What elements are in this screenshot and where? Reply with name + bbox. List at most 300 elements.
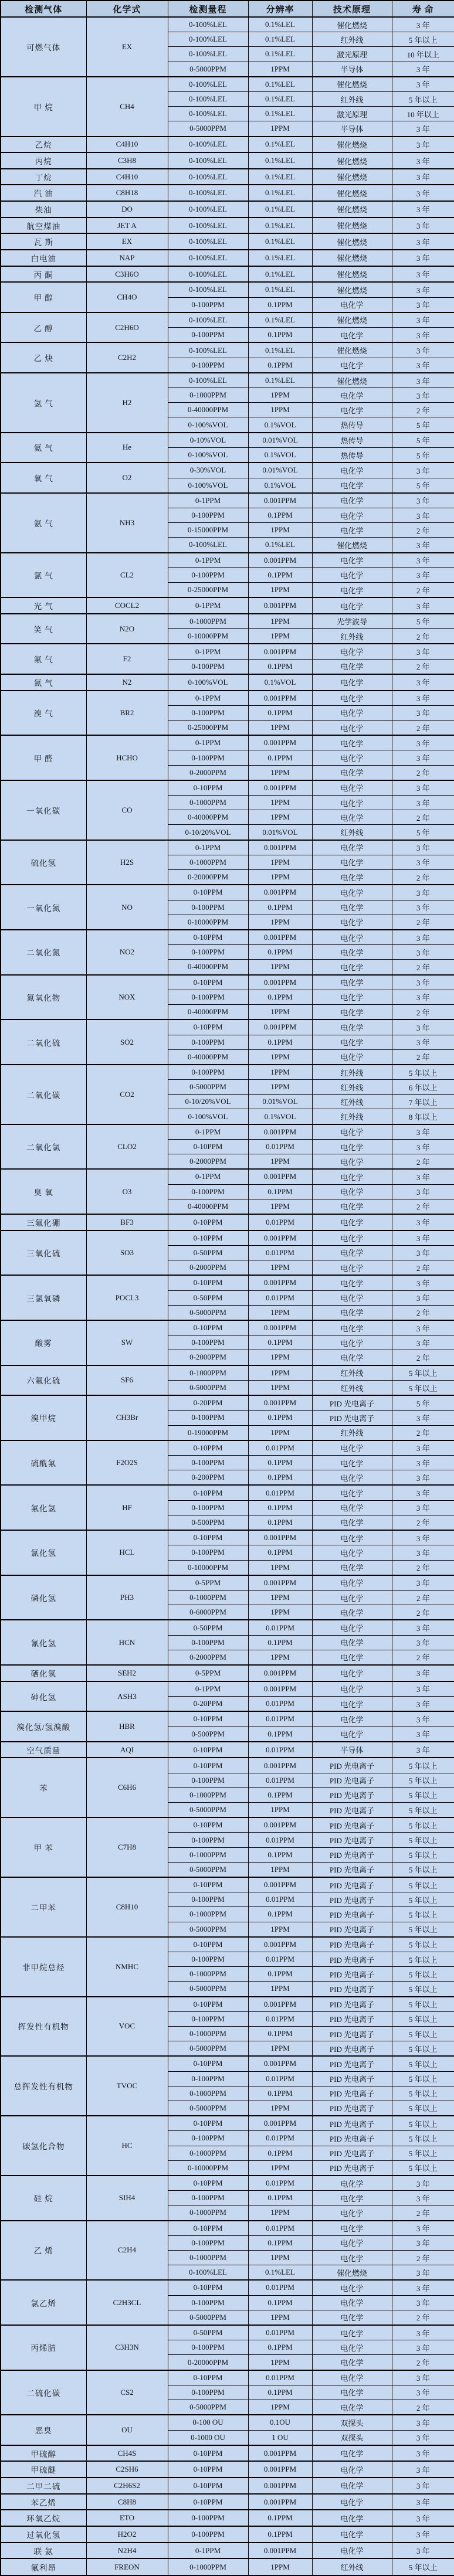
- principle-cell: PID 光电离子: [312, 1907, 392, 1922]
- range-cell: 0-100PPM: [168, 1892, 248, 1907]
- range-cell: 0-1PPM: [168, 840, 248, 855]
- column-header-gas: 检测气体: [1, 1, 86, 17]
- resolution-cell: 0.01PPM: [248, 2280, 312, 2295]
- table-row: [1, 1395, 454, 1411]
- principle-cell: 电化学: [312, 2355, 392, 2370]
- lifespan-cell: 10 年以上: [392, 107, 454, 121]
- resolution-cell: 0.1%VOL: [248, 478, 312, 493]
- range-cell: 0-100%LEL: [168, 32, 248, 47]
- principle-cell: 电化学: [312, 2385, 392, 2400]
- range-cell: 0-50PPM: [168, 1290, 248, 1305]
- gas-name-cell: 甲硫醇: [1, 2445, 86, 2462]
- principle-cell: 电化学: [312, 1635, 392, 1650]
- lifespan-cell: 3 年: [392, 538, 454, 553]
- range-cell: 0-500PPM: [168, 1727, 248, 1742]
- range-cell: 0-10PPM: [168, 930, 248, 945]
- gas-name-cell: 过氧化氢: [1, 2526, 86, 2543]
- range-cell: 0-1000PPM: [168, 614, 248, 629]
- range-cell: 0-10PPM: [168, 2221, 248, 2236]
- gas-name-cell: 二氧化硫: [1, 1019, 86, 1065]
- resolution-cell: 1PPM: [248, 1154, 312, 1170]
- principle-cell: 电化学: [312, 1485, 392, 1500]
- table-row: [1, 1681, 454, 1697]
- range-cell: 0-1000PPM: [168, 796, 248, 810]
- range-cell: 0-100PPM: [168, 1411, 248, 1425]
- formula-cell: C3H3N: [86, 2325, 168, 2370]
- range-cell: 0-1000PPM: [168, 2250, 248, 2265]
- range-cell: 0-5000PPM: [168, 2310, 248, 2325]
- range-cell: 0-10PPM: [168, 2461, 248, 2478]
- principle-cell: 电化学: [312, 403, 392, 417]
- principle-cell: 电化学: [312, 1515, 392, 1530]
- range-cell: 0-25000PPM: [168, 582, 248, 597]
- table-row: [1, 1575, 454, 1591]
- table-row: [1, 1620, 454, 1635]
- table-row: [1, 644, 454, 659]
- table-row: [1, 614, 454, 629]
- resolution-cell: 0.1PPM: [248, 1184, 312, 1199]
- gas-name-cell: 瓦 斯: [1, 233, 86, 250]
- range-cell: 0-100PPM: [168, 2131, 248, 2146]
- resolution-cell: 0.001PPM: [248, 840, 312, 855]
- lifespan-cell: 2 年: [392, 1515, 454, 1530]
- range-cell: 0-5000PPM: [168, 1380, 248, 1395]
- lifespan-cell: 5 年以上: [392, 1937, 454, 1952]
- principle-cell: 半导体: [312, 62, 392, 77]
- gas-name-cell: 氯乙烯: [1, 2280, 86, 2325]
- principle-cell: PID 光电离子: [312, 1395, 392, 1411]
- gas-name-cell: 二甲二硫: [1, 2478, 86, 2494]
- lifespan-cell: 3 年: [392, 855, 454, 869]
- lifespan-cell: 3 年: [392, 1320, 454, 1335]
- lifespan-cell: 6 年以上: [392, 1080, 454, 1095]
- principle-cell: 电化学: [312, 1711, 392, 1727]
- resolution-cell: 0.1OU: [248, 2415, 312, 2430]
- principle-cell: PID 光电离子: [312, 1817, 392, 1833]
- lifespan-cell: 3 年: [392, 77, 454, 92]
- resolution-cell: 1PPM: [248, 1049, 312, 1065]
- range-cell: 0-20PPM: [168, 1395, 248, 1411]
- gas-name-cell: 二甲苯: [1, 1877, 86, 1937]
- lifespan-cell: 2 年: [392, 629, 454, 644]
- range-cell: 0-100%LEL: [168, 282, 248, 297]
- gas-name-cell: 非甲烷总烃: [1, 1937, 86, 1997]
- gas-name-cell: 甲 醇: [1, 282, 86, 312]
- range-cell: 0-1000PPM: [168, 2146, 248, 2160]
- gas-name-cell: 苯乙烯: [1, 2494, 86, 2510]
- table-row: [1, 975, 454, 990]
- range-cell: 0-10PPM: [168, 1742, 248, 1758]
- table-row: [1, 691, 454, 706]
- column-header-resolution: 分辨率: [248, 1, 312, 17]
- formula-cell: N2: [86, 674, 168, 691]
- range-cell: 0-100PPM: [168, 705, 248, 720]
- range-cell: 0-100%LEL: [168, 107, 248, 121]
- principle-cell: 红外线: [312, 825, 392, 840]
- formula-cell: N2H4: [86, 2543, 168, 2559]
- lifespan-cell: 5 年: [392, 1395, 454, 1411]
- resolution-cell: 0.1PPM: [248, 2026, 312, 2041]
- principle-cell: 电化学: [312, 1305, 392, 1320]
- range-cell: 0-5000PPM: [168, 1862, 248, 1877]
- lifespan-cell: 5 年以上: [392, 1982, 454, 1997]
- table-row: [1, 2526, 454, 2543]
- lifespan-cell: 5 年以上: [392, 2101, 454, 2116]
- range-cell: 0-100%LEL: [168, 77, 248, 92]
- lifespan-cell: 2 年: [392, 810, 454, 825]
- principle-cell: PID 光电离子: [312, 2101, 392, 2116]
- resolution-cell: 1PPM: [248, 1802, 312, 1817]
- resolution-cell: 0.001PPM: [248, 1877, 312, 1892]
- principle-cell: 电化学: [312, 735, 392, 750]
- formula-cell: ASH3: [86, 1681, 168, 1712]
- range-cell: 0-1PPM: [168, 553, 248, 568]
- range-cell: 0-100%LEL: [168, 538, 248, 553]
- lifespan-cell: 5 年以上: [392, 2026, 454, 2041]
- range-cell: 0-10000PPM: [168, 2160, 248, 2176]
- formula-cell: PH3: [86, 1575, 168, 1620]
- principle-cell: PID 光电离子: [312, 2041, 392, 2057]
- principle-cell: 电化学: [312, 1681, 392, 1697]
- lifespan-cell: 5 年: [392, 447, 454, 463]
- principle-cell: PID 光电离子: [312, 1982, 392, 1997]
- range-cell: 0-100%LEL: [168, 233, 248, 250]
- lifespan-cell: 3 年: [392, 1440, 454, 1456]
- table-row: [1, 930, 454, 945]
- range-cell: 0-40000PPM: [168, 403, 248, 417]
- gas-name-cell: 三氟化硼: [1, 1214, 86, 1231]
- table-row: [1, 152, 454, 169]
- lifespan-cell: 3 年: [392, 169, 454, 185]
- range-cell: 0-100PPM: [168, 750, 248, 765]
- lifespan-cell: 3 年: [392, 121, 454, 137]
- principle-cell: 电化学: [312, 597, 392, 614]
- principle-cell: 电化学: [312, 960, 392, 975]
- lifespan-cell: 2 年: [392, 765, 454, 780]
- principle-cell: PID 光电离子: [312, 1952, 392, 1967]
- range-cell: 0-2000PPM: [168, 765, 248, 780]
- gas-name-cell: 溴化氢/氢溴酸: [1, 1711, 86, 1742]
- lifespan-cell: 2 年: [392, 1605, 454, 1620]
- principle-cell: 电化学: [312, 945, 392, 960]
- formula-cell: He: [86, 433, 168, 463]
- principle-cell: 电化学: [312, 1545, 392, 1560]
- lifespan-cell: 5 年以上: [392, 1847, 454, 1862]
- table-row: [1, 233, 454, 250]
- lifespan-cell: 3 年: [392, 137, 454, 153]
- principle-cell: 激光原理: [312, 47, 392, 62]
- lifespan-cell: 2 年: [392, 1650, 454, 1665]
- resolution-cell: 0.01PPM: [248, 2071, 312, 2086]
- range-cell: 0-100%LEL: [168, 47, 248, 62]
- formula-cell: NAP: [86, 250, 168, 266]
- formula-cell: NH3: [86, 493, 168, 553]
- lifespan-cell: 3 年: [392, 1500, 454, 1515]
- range-cell: 0-100PPM: [168, 1035, 248, 1049]
- principle-cell: 电化学: [312, 2221, 392, 2236]
- formula-cell: FREON: [86, 2558, 168, 2575]
- table-row: [1, 169, 454, 185]
- resolution-cell: 1PPM: [248, 582, 312, 597]
- lifespan-cell: 3 年: [392, 62, 454, 77]
- lifespan-cell: 3 年: [392, 1665, 454, 1681]
- resolution-cell: 0.001PPM: [248, 780, 312, 796]
- principle-cell: 电化学: [312, 2205, 392, 2221]
- resolution-cell: 0.01%VOL: [248, 825, 312, 840]
- range-cell: 0-1000PPM: [168, 855, 248, 869]
- column-header-formula: 化学式: [86, 1, 168, 17]
- gas-name-cell: 乙 烯: [1, 2221, 86, 2281]
- principle-cell: 电化学: [312, 990, 392, 1004]
- range-cell: 0-10PPM: [168, 1231, 248, 1246]
- lifespan-cell: 5 年以上: [392, 2056, 454, 2071]
- resolution-cell: 0.1%VOL: [248, 447, 312, 463]
- principle-cell: 半导体: [312, 121, 392, 137]
- lifespan-cell: 3 年: [392, 2510, 454, 2526]
- principle-cell: 电化学: [312, 644, 392, 659]
- lifespan-cell: 5 年以上: [392, 1833, 454, 1847]
- resolution-cell: 0.1PPM: [248, 1456, 312, 1470]
- range-cell: 0-100%LEL: [168, 373, 248, 388]
- resolution-cell: 1 OU: [248, 2430, 312, 2445]
- resolution-cell: 0.1PPM: [248, 1411, 312, 1425]
- formula-cell: SF6: [86, 1365, 168, 1396]
- range-cell: 0-100PPM: [168, 1500, 248, 1515]
- table-row: [1, 312, 454, 328]
- formula-cell: CO: [86, 780, 168, 840]
- range-cell: 0-40000PPM: [168, 810, 248, 825]
- principle-cell: 电化学: [312, 567, 392, 582]
- lifespan-cell: 3 年: [392, 2325, 454, 2340]
- range-cell: 0-50PPM: [168, 2325, 248, 2340]
- formula-cell: C2SH6: [86, 2461, 168, 2478]
- range-cell: 0-1000PPM: [168, 2558, 248, 2575]
- formula-cell: C7H8: [86, 1817, 168, 1877]
- principle-cell: 催化燃烧: [312, 538, 392, 553]
- resolution-cell: 0.001PPM: [248, 553, 312, 568]
- resolution-cell: 0.1PPM: [248, 2146, 312, 2160]
- table-row: [1, 2510, 454, 2526]
- principle-cell: 电化学: [312, 1530, 392, 1545]
- principle-cell: 电化学: [312, 915, 392, 930]
- lifespan-cell: 7 年以上: [392, 1095, 454, 1109]
- lifespan-cell: 3 年: [392, 1530, 454, 1545]
- lifespan-cell: 3 年: [392, 1456, 454, 1470]
- range-cell: 0-10/20%VOL: [168, 825, 248, 840]
- lifespan-cell: 3 年: [392, 1169, 454, 1184]
- lifespan-cell: 3 年: [392, 2385, 454, 2400]
- resolution-cell: 0.01PPM: [248, 2011, 312, 2026]
- resolution-cell: 0.001PPM: [248, 1817, 312, 1833]
- resolution-cell: 0.01PPM: [248, 2221, 312, 2236]
- resolution-cell: 0.01PPM: [248, 1833, 312, 1847]
- principle-cell: 电化学: [312, 810, 392, 825]
- principle-cell: 电化学: [312, 1154, 392, 1170]
- principle-cell: 电化学: [312, 1231, 392, 1246]
- formula-cell: CH4O: [86, 282, 168, 312]
- principle-cell: PID 光电离子: [312, 2146, 392, 2160]
- lifespan-cell: 3 年: [392, 297, 454, 312]
- range-cell: 0-40000PPM: [168, 1005, 248, 1020]
- lifespan-cell: 5 年以上: [392, 2011, 454, 2026]
- resolution-cell: 1PPM: [248, 2400, 312, 2415]
- formula-cell: C2H4: [86, 2221, 168, 2281]
- principle-cell: 电化学: [312, 1245, 392, 1260]
- range-cell: 0-100PPM: [168, 1456, 248, 1470]
- principle-cell: 红外线: [312, 32, 392, 47]
- lifespan-cell: 5 年以上: [392, 1907, 454, 1922]
- gas-name-cell: 苯: [1, 1758, 86, 1817]
- resolution-cell: 0.1%LEL: [248, 17, 312, 32]
- range-cell: 0-1PPM: [168, 1169, 248, 1184]
- table-row: [1, 1937, 454, 1952]
- lifespan-cell: 3 年: [392, 990, 454, 1004]
- range-cell: 0-1PPM: [168, 493, 248, 508]
- principle-cell: 电化学: [312, 1650, 392, 1665]
- resolution-cell: 1PPM: [248, 614, 312, 629]
- resolution-cell: 0.1%LEL: [248, 185, 312, 201]
- principle-cell: PID 光电离子: [312, 2116, 392, 2131]
- table-row: [1, 373, 454, 388]
- resolution-cell: 1PPM: [248, 796, 312, 810]
- gas-name-cell: 乙 炔: [1, 342, 86, 373]
- lifespan-cell: 2 年: [392, 1305, 454, 1320]
- principle-cell: 热传导: [312, 447, 392, 463]
- lifespan-cell: 3 年: [392, 282, 454, 297]
- table-row: [1, 1275, 454, 1290]
- range-cell: 0-40000PPM: [168, 1049, 248, 1065]
- range-cell: 0-100%LEL: [168, 17, 248, 32]
- resolution-cell: 0.001PPM: [248, 1395, 312, 1411]
- resolution-cell: 1PPM: [248, 388, 312, 403]
- resolution-cell: 1PPM: [248, 2101, 312, 2116]
- range-cell: 0-19000PPM: [168, 1425, 248, 1440]
- resolution-cell: 0.001PPM: [248, 2478, 312, 2494]
- lifespan-cell: 3 年: [392, 553, 454, 568]
- gas-name-cell: 柴油: [1, 201, 86, 218]
- range-cell: 0-100PPM: [168, 358, 248, 373]
- gas-name-cell: 联 氨: [1, 2543, 86, 2559]
- range-cell: 0-100PPM: [168, 2191, 248, 2205]
- table-row: [1, 2461, 454, 2478]
- resolution-cell: 1PPM: [248, 403, 312, 417]
- range-cell: 0-100PPM: [168, 297, 248, 312]
- principle-cell: 电化学: [312, 885, 392, 900]
- range-cell: 0-100%VOL: [168, 478, 248, 493]
- gas-name-cell: 可燃气体: [1, 17, 86, 77]
- resolution-cell: 0.001PPM: [248, 1169, 312, 1184]
- formula-cell: H2S: [86, 840, 168, 885]
- range-cell: 0-10PPM: [168, 1440, 248, 1456]
- table-row: [1, 463, 454, 478]
- resolution-cell: 0.1PPM: [248, 1727, 312, 1742]
- resolution-cell: 0.01PPM: [248, 2131, 312, 2146]
- resolution-cell: 0.1PPM: [248, 2526, 312, 2543]
- resolution-cell: 0.001PPM: [248, 493, 312, 508]
- lifespan-cell: 3 年: [392, 2543, 454, 2559]
- table-row: [1, 2558, 454, 2575]
- formula-cell: SW: [86, 1320, 168, 1365]
- lifespan-cell: 3 年: [392, 597, 454, 614]
- table-row: [1, 2325, 454, 2340]
- principle-cell: 电化学: [312, 1275, 392, 1290]
- lifespan-cell: 3 年: [392, 1245, 454, 1260]
- principle-cell: 电化学: [312, 463, 392, 478]
- range-cell: 0-5PPM: [168, 1575, 248, 1591]
- formula-cell: CLO2: [86, 1124, 168, 1170]
- table-row: [1, 2116, 454, 2131]
- formula-cell: C8H8: [86, 2494, 168, 2510]
- principle-cell: 电化学: [312, 840, 392, 855]
- lifespan-cell: 3 年: [392, 1411, 454, 1425]
- gas-name-cell: 甲 苯: [1, 1817, 86, 1877]
- formula-cell: VOC: [86, 1997, 168, 2057]
- formula-cell: C4H10: [86, 169, 168, 185]
- principle-cell: PID 光电离子: [312, 1862, 392, 1877]
- range-cell: 0-10PPM: [168, 1485, 248, 1500]
- resolution-cell: 1PPM: [248, 62, 312, 77]
- formula-cell: NO2: [86, 930, 168, 975]
- resolution-cell: 0.1PPM: [248, 1470, 312, 1486]
- principle-cell: 催化燃烧: [312, 2265, 392, 2281]
- principle-cell: 催化燃烧: [312, 17, 392, 32]
- principle-cell: 电化学: [312, 1605, 392, 1620]
- formula-cell: HCHO: [86, 735, 168, 780]
- principle-cell: 电化学: [312, 1560, 392, 1575]
- range-cell: 0-10PPM: [168, 2370, 248, 2385]
- lifespan-cell: 3 年: [392, 201, 454, 218]
- lifespan-cell: 3 年: [392, 233, 454, 250]
- resolution-cell: 1PPM: [248, 915, 312, 930]
- formula-cell: C4H10: [86, 137, 168, 153]
- principle-cell: 红外线: [312, 1109, 392, 1124]
- resolution-cell: 0.1PPM: [248, 508, 312, 523]
- lifespan-cell: 3 年: [392, 1485, 454, 1500]
- formula-cell: NOX: [86, 975, 168, 1020]
- lifespan-cell: 5 年以上: [392, 1922, 454, 1937]
- resolution-cell: 1PPM: [248, 1560, 312, 1575]
- gas-name-cell: 氯化氢: [1, 1530, 86, 1575]
- principle-cell: 红外线: [312, 1080, 392, 1095]
- resolution-cell: 0.01PPM: [248, 2325, 312, 2340]
- resolution-cell: 0.01PPM: [248, 1697, 312, 1712]
- principle-cell: PID 光电离子: [312, 1922, 392, 1937]
- table-row: [1, 1817, 454, 1833]
- gas-name-cell: 挥发性有机物: [1, 1997, 86, 2057]
- range-cell: 0-10PPM: [168, 780, 248, 796]
- lifespan-cell: 2 年: [392, 1154, 454, 1170]
- principle-cell: 电化学: [312, 1320, 392, 1335]
- range-cell: 0-5PPM: [168, 1665, 248, 1681]
- resolution-cell: 0.01PPM: [248, 1214, 312, 1231]
- resolution-cell: 1PPM: [248, 1650, 312, 1665]
- resolution-cell: 1PPM: [248, 1080, 312, 1095]
- gas-name-cell: 航空煤油: [1, 218, 86, 234]
- lifespan-cell: 5 年以上: [392, 1802, 454, 1817]
- principle-cell: PID 光电离子: [312, 1877, 392, 1892]
- gas-name-cell: 氯 气: [1, 553, 86, 598]
- principle-cell: 双探头: [312, 2415, 392, 2430]
- resolution-cell: 0.1%LEL: [248, 77, 312, 92]
- principle-cell: 电化学: [312, 2370, 392, 2385]
- table-row: [1, 218, 454, 234]
- resolution-cell: 0.001PPM: [248, 1758, 312, 1773]
- principle-cell: 热传导: [312, 433, 392, 448]
- resolution-cell: 1PPM: [248, 523, 312, 538]
- formula-cell: F2O2S: [86, 1440, 168, 1486]
- range-cell: 0-100PPM: [168, 1065, 248, 1080]
- principle-cell: 催化燃烧: [312, 137, 392, 153]
